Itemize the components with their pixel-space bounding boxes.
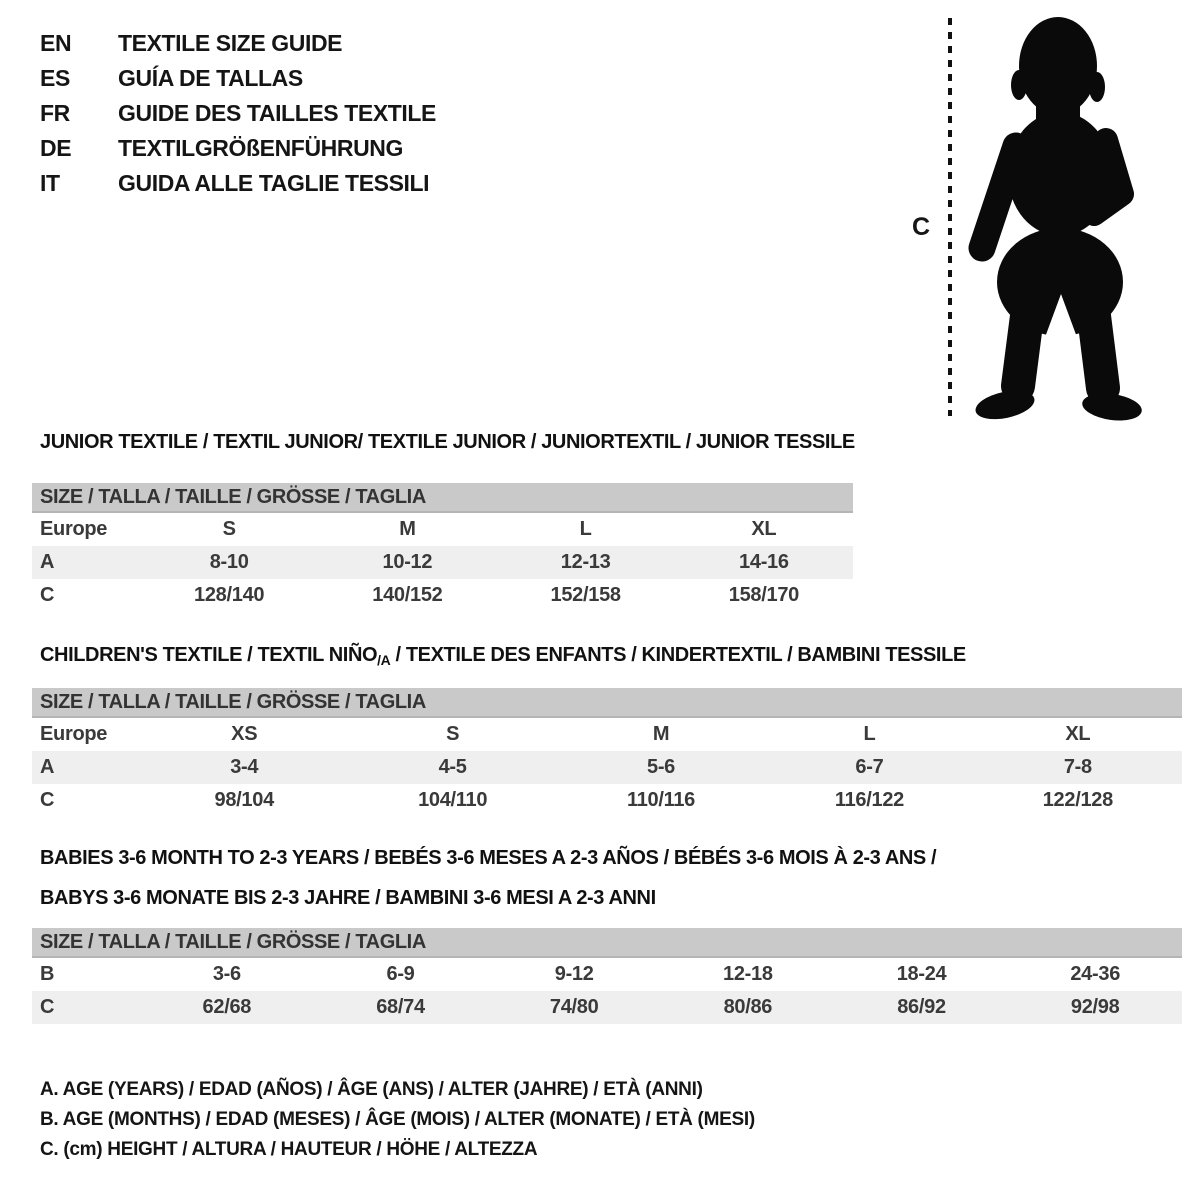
size-cell: L bbox=[579, 518, 592, 540]
lang-row-en bbox=[40, 26, 436, 61]
height-cell: 62/68 bbox=[202, 996, 252, 1018]
row-label: C bbox=[40, 584, 55, 606]
row-label: C bbox=[40, 789, 55, 811]
lang-code: DE bbox=[40, 135, 72, 161]
age-cell: 9-12 bbox=[554, 963, 594, 985]
size-cell: M bbox=[399, 518, 416, 540]
height-cell: 122/128 bbox=[1042, 789, 1113, 811]
age-cell: 10-12 bbox=[382, 551, 433, 573]
junior-size-table bbox=[32, 483, 853, 612]
age-cell: 4-5 bbox=[438, 756, 467, 778]
table-row-age bbox=[32, 751, 1182, 784]
lang-row-de bbox=[40, 131, 436, 166]
lang-code: FR bbox=[40, 100, 70, 126]
age-cell: 5-6 bbox=[647, 756, 676, 778]
lang-row-fr bbox=[40, 96, 436, 131]
children-title-subscript: /A bbox=[377, 652, 391, 668]
height-cell: 74/80 bbox=[549, 996, 599, 1018]
table-row-age-months bbox=[32, 958, 1182, 991]
size-header-bar: SIZE / TALLA / TAILLE / GRÖSSE / TAGLIA bbox=[32, 928, 1182, 958]
height-cell: 92/98 bbox=[1070, 996, 1120, 1018]
measurement-legend bbox=[40, 1075, 755, 1165]
babies-title-line1: BABIES 3-6 MONTH TO 2-3 YEARS / BEBÉS 3-6 MESES A 2-3 AÑOS / BÉBÉS 3-6 MOIS À 2-3 ANS / bbox=[40, 847, 937, 869]
lang-row-es bbox=[40, 61, 436, 96]
children-section-title bbox=[40, 644, 966, 668]
height-measure-dashed-line bbox=[948, 18, 952, 416]
height-cell: 158/170 bbox=[728, 584, 799, 606]
height-cell: 152/158 bbox=[550, 584, 621, 606]
toddler-silhouette-icon bbox=[956, 8, 1148, 426]
junior-section-title: JUNIOR TEXTILE / TEXTIL JUNIOR/ TEXTILE JUNIOR / JUNIORTEXTIL / JUNIOR TESSILE bbox=[40, 431, 855, 453]
height-measure-label: C bbox=[912, 213, 931, 241]
height-cell: 128/140 bbox=[194, 584, 265, 606]
size-cell: S bbox=[222, 518, 236, 540]
lang-code: ES bbox=[40, 65, 70, 91]
age-cell: 6-7 bbox=[855, 756, 884, 778]
lang-code: IT bbox=[40, 170, 60, 196]
legend-line-a: A. AGE (YEARS) / EDAD (AÑOS) / ÂGE (ANS) / ALTER (JAHRE) / ETÀ (ANNI) bbox=[40, 1079, 703, 1100]
babies-title-line2: BABYS 3-6 MONATE BIS 2-3 JAHRE / BAMBINI 3-6 MESI A 2-3 ANNI bbox=[40, 887, 656, 909]
children-title-suffix: / TEXTILE DES ENFANTS / KINDERTEXTIL / BAMBINI TESSILE bbox=[390, 644, 966, 666]
size-cell: S bbox=[446, 723, 460, 745]
table-row-height bbox=[32, 579, 853, 612]
age-cell: 24-36 bbox=[1070, 963, 1121, 985]
age-cell: 3-6 bbox=[212, 963, 241, 985]
lang-title: GUIDE DES TAILLES TEXTILE bbox=[118, 100, 436, 126]
age-cell: 18-24 bbox=[896, 963, 947, 985]
age-cell: 12-18 bbox=[723, 963, 773, 985]
row-label: A bbox=[40, 551, 55, 573]
age-cell: 6-9 bbox=[386, 963, 415, 985]
size-header-bar: SIZE / TALLA / TAILLE / GRÖSSE / TAGLIA bbox=[32, 688, 1182, 718]
size-cell: L bbox=[863, 723, 876, 745]
table-row-height bbox=[32, 784, 1182, 817]
row-label: B bbox=[40, 963, 55, 985]
children-title-prefix: CHILDREN'S TEXTILE / TEXTIL NIÑO bbox=[40, 644, 378, 666]
lang-code: EN bbox=[40, 30, 72, 56]
age-cell: 3-4 bbox=[230, 756, 259, 778]
row-label: C bbox=[40, 996, 55, 1018]
legend-line-b: B. AGE (MONTHS) / EDAD (MESES) / ÂGE (MOIS) / ALTER (MONATE) / ETÀ (MESI) bbox=[40, 1109, 755, 1130]
lang-title: GUIDA ALLE TAGLIE TESSILI bbox=[118, 170, 430, 196]
language-title-list bbox=[40, 26, 436, 201]
age-cell: 8-10 bbox=[209, 551, 249, 573]
row-label: Europe bbox=[40, 518, 108, 540]
babies-section-title bbox=[40, 838, 936, 918]
lang-title: GUÍA DE TALLAS bbox=[118, 65, 303, 91]
table-row-height bbox=[32, 991, 1182, 1024]
height-cell: 86/92 bbox=[897, 996, 946, 1018]
row-label: A bbox=[40, 756, 55, 778]
height-cell: 80/86 bbox=[723, 996, 773, 1018]
lang-row-it bbox=[40, 166, 436, 201]
height-cell: 140/152 bbox=[372, 584, 443, 606]
size-cell: XS bbox=[231, 723, 258, 745]
table-row-europe bbox=[32, 513, 853, 546]
size-cell: M bbox=[652, 723, 670, 745]
age-cell: 7-8 bbox=[1063, 756, 1092, 778]
height-cell: 68/74 bbox=[376, 996, 425, 1018]
height-cell: 110/116 bbox=[627, 789, 696, 811]
height-cell: 98/104 bbox=[214, 789, 274, 811]
size-header-bar: SIZE / TALLA / TAILLE / GRÖSSE / TAGLIA bbox=[32, 483, 853, 513]
size-cell: XL bbox=[751, 518, 777, 540]
children-size-table bbox=[32, 688, 1182, 817]
row-label: Europe bbox=[40, 723, 108, 745]
lang-title: TEXTILGRÖßENFÜHRUNG bbox=[118, 135, 403, 161]
table-row-europe bbox=[32, 718, 1182, 751]
height-cell: 104/110 bbox=[418, 789, 488, 811]
age-cell: 12-13 bbox=[560, 551, 611, 573]
height-cell: 116/122 bbox=[834, 789, 904, 811]
babies-size-table bbox=[32, 928, 1182, 1024]
lang-title: TEXTILE SIZE GUIDE bbox=[118, 30, 343, 56]
legend-line-c: C. (cm) HEIGHT / ALTURA / HAUTEUR / HÖHE / ALTEZZA bbox=[40, 1139, 538, 1160]
age-cell: 14-16 bbox=[739, 551, 789, 573]
size-cell: XL bbox=[1065, 723, 1091, 745]
table-row-age bbox=[32, 546, 853, 579]
